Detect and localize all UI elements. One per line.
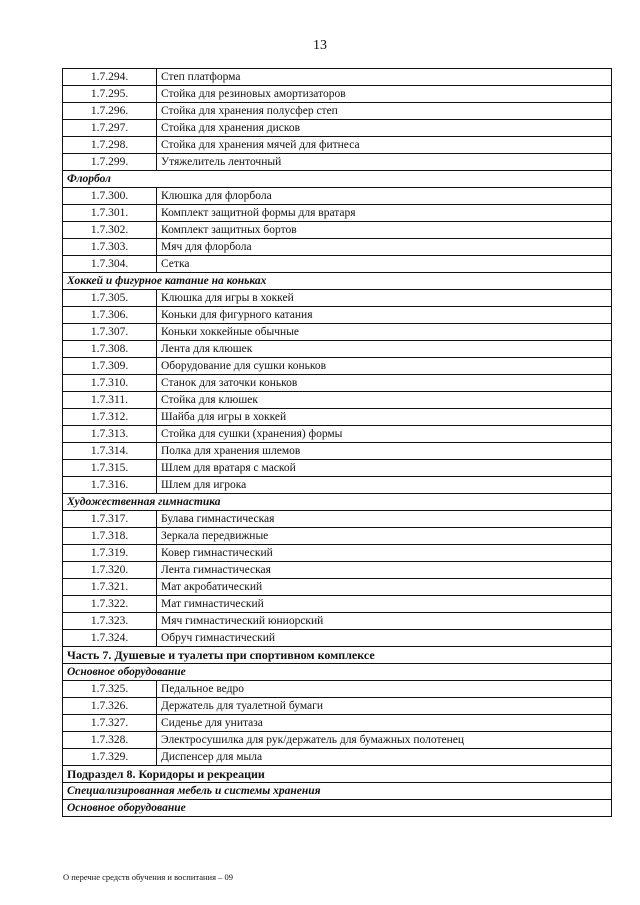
- section-heading: Основное оборудование: [63, 664, 612, 681]
- section-heading-row: [63, 273, 612, 290]
- table-row: [63, 392, 612, 409]
- item-code: 1.7.320.: [63, 562, 157, 579]
- table-row: [63, 137, 612, 154]
- item-name: Комплект защитных бортов: [157, 222, 612, 239]
- item-name: Шлем для вратаря с маской: [157, 460, 612, 477]
- table-row: [63, 613, 612, 630]
- item-name: Степ платформа: [157, 69, 612, 86]
- table-row: [63, 732, 612, 749]
- item-code: 1.7.306.: [63, 307, 157, 324]
- item-name: Диспенсер для мыла: [157, 749, 612, 766]
- item-code: 1.7.310.: [63, 375, 157, 392]
- item-name: Стойка для хранения мячей для фитнеса: [157, 137, 612, 154]
- item-name: Клюшка для флорбола: [157, 188, 612, 205]
- item-name: Ковер гимнастический: [157, 545, 612, 562]
- table-row: [63, 477, 612, 494]
- table-row: [63, 324, 612, 341]
- table-row: [63, 307, 612, 324]
- table-row: [63, 341, 612, 358]
- item-code: 1.7.297.: [63, 120, 157, 137]
- table-row: [63, 579, 612, 596]
- item-code: 1.7.303.: [63, 239, 157, 256]
- item-name: Полка для хранения шлемов: [157, 443, 612, 460]
- table-row: [63, 205, 612, 222]
- equipment-table: [62, 68, 612, 817]
- item-name: Шайба для игры в хоккей: [157, 409, 612, 426]
- item-code: 1.7.317.: [63, 511, 157, 528]
- item-name: Комплект защитной формы для вратаря: [157, 205, 612, 222]
- item-name: Клюшка для игры в хоккей: [157, 290, 612, 307]
- item-code: 1.7.305.: [63, 290, 157, 307]
- item-code: 1.7.308.: [63, 341, 157, 358]
- item-code: 1.7.324.: [63, 630, 157, 647]
- section-heading: Специализированная мебель и системы хранения: [63, 783, 612, 800]
- item-name: Булава гимнастическая: [157, 511, 612, 528]
- item-code: 1.7.323.: [63, 613, 157, 630]
- item-code: 1.7.319.: [63, 545, 157, 562]
- item-code: 1.7.328.: [63, 732, 157, 749]
- item-name: Коньки хоккейные обычные: [157, 324, 612, 341]
- item-code: 1.7.304.: [63, 256, 157, 273]
- item-name: Мат акробатический: [157, 579, 612, 596]
- item-name: Стойка для хранения полусфер степ: [157, 103, 612, 120]
- item-code: 1.7.307.: [63, 324, 157, 341]
- item-code: 1.7.301.: [63, 205, 157, 222]
- table-row: [63, 426, 612, 443]
- table-row: [63, 222, 612, 239]
- part-heading-row: [63, 766, 612, 783]
- item-name: Мат гимнастический: [157, 596, 612, 613]
- table-row: [63, 596, 612, 613]
- item-name: Оборудование для сушки коньков: [157, 358, 612, 375]
- section-heading: Художественная гимнастика: [63, 494, 612, 511]
- item-code: 1.7.318.: [63, 528, 157, 545]
- table-row: [63, 103, 612, 120]
- item-code: 1.7.302.: [63, 222, 157, 239]
- item-code: 1.7.329.: [63, 749, 157, 766]
- item-name: Коньки для фигурного катания: [157, 307, 612, 324]
- item-code: 1.7.314.: [63, 443, 157, 460]
- item-code: 1.7.316.: [63, 477, 157, 494]
- item-code: 1.7.322.: [63, 596, 157, 613]
- item-name: Сиденье для унитаза: [157, 715, 612, 732]
- table-row: [63, 290, 612, 307]
- item-name: Мяч для флорбола: [157, 239, 612, 256]
- item-name: Станок для заточки коньков: [157, 375, 612, 392]
- item-name: Стойка для резиновых амортизаторов: [157, 86, 612, 103]
- item-code: 1.7.309.: [63, 358, 157, 375]
- item-name: Утяжелитель ленточный: [157, 154, 612, 171]
- item-code: 1.7.295.: [63, 86, 157, 103]
- table-row: [63, 154, 612, 171]
- item-name: Стойка для сушки (хранения) формы: [157, 426, 612, 443]
- page-number: 13: [313, 38, 327, 53]
- item-name: Лента гимнастическая: [157, 562, 612, 579]
- item-code: 1.7.313.: [63, 426, 157, 443]
- item-code: 1.7.299.: [63, 154, 157, 171]
- section-heading-row: [63, 783, 612, 800]
- footer-note: О перечне средств обучения и воспитания – 09: [63, 872, 233, 882]
- section-heading-row: [63, 494, 612, 511]
- table-row: [63, 86, 612, 103]
- item-name: Стойка для хранения дисков: [157, 120, 612, 137]
- item-name: Обруч гимнастический: [157, 630, 612, 647]
- item-code: 1.7.321.: [63, 579, 157, 596]
- table-row: [63, 256, 612, 273]
- table-row: [63, 239, 612, 256]
- part-heading-row: [63, 647, 612, 664]
- section-heading: Хоккей и фигурное катание на коньках: [63, 273, 612, 290]
- item-code: 1.7.298.: [63, 137, 157, 154]
- section-heading-row: [63, 171, 612, 188]
- item-name: Держатель для туалетной бумаги: [157, 698, 612, 715]
- table-row: [63, 562, 612, 579]
- item-code: 1.7.326.: [63, 698, 157, 715]
- item-code: 1.7.300.: [63, 188, 157, 205]
- item-name: Педальное ведро: [157, 681, 612, 698]
- item-code: 1.7.325.: [63, 681, 157, 698]
- item-code: 1.7.311.: [63, 392, 157, 409]
- table-row: [63, 681, 612, 698]
- item-name: Стойка для клюшек: [157, 392, 612, 409]
- table-row: [63, 715, 612, 732]
- table-row: [63, 528, 612, 545]
- section-heading-row: [63, 800, 612, 817]
- item-name: Сетка: [157, 256, 612, 273]
- item-name: Зеркала передвижные: [157, 528, 612, 545]
- table-row: [63, 630, 612, 647]
- item-code: 1.7.315.: [63, 460, 157, 477]
- table-row: [63, 120, 612, 137]
- item-name: Электросушилка для рук/держатель для бумажных полотенец: [157, 732, 612, 749]
- part-heading: Часть 7. Душевые и туалеты при спортивном комплексе: [63, 647, 612, 664]
- item-name: Лента для клюшек: [157, 341, 612, 358]
- table-row: [63, 358, 612, 375]
- table-row: [63, 749, 612, 766]
- table-row: [63, 188, 612, 205]
- table-row: [63, 409, 612, 426]
- equipment-table-body: [63, 69, 612, 817]
- item-code: 1.7.312.: [63, 409, 157, 426]
- item-code: 1.7.296.: [63, 103, 157, 120]
- section-heading-row: [63, 664, 612, 681]
- table-row: [63, 545, 612, 562]
- item-name: Шлем для игрока: [157, 477, 612, 494]
- table-row: [63, 69, 612, 86]
- item-code: 1.7.327.: [63, 715, 157, 732]
- part-heading: Подраздел 8. Коридоры и рекреации: [63, 766, 612, 783]
- table-row: [63, 443, 612, 460]
- table-row: [63, 460, 612, 477]
- table-row: [63, 511, 612, 528]
- section-heading: Основное оборудование: [63, 800, 612, 817]
- table-row: [63, 375, 612, 392]
- table-row: [63, 698, 612, 715]
- section-heading: Флорбол: [63, 171, 612, 188]
- item-code: 1.7.294.: [63, 69, 157, 86]
- item-name: Мяч гимнастический юниорский: [157, 613, 612, 630]
